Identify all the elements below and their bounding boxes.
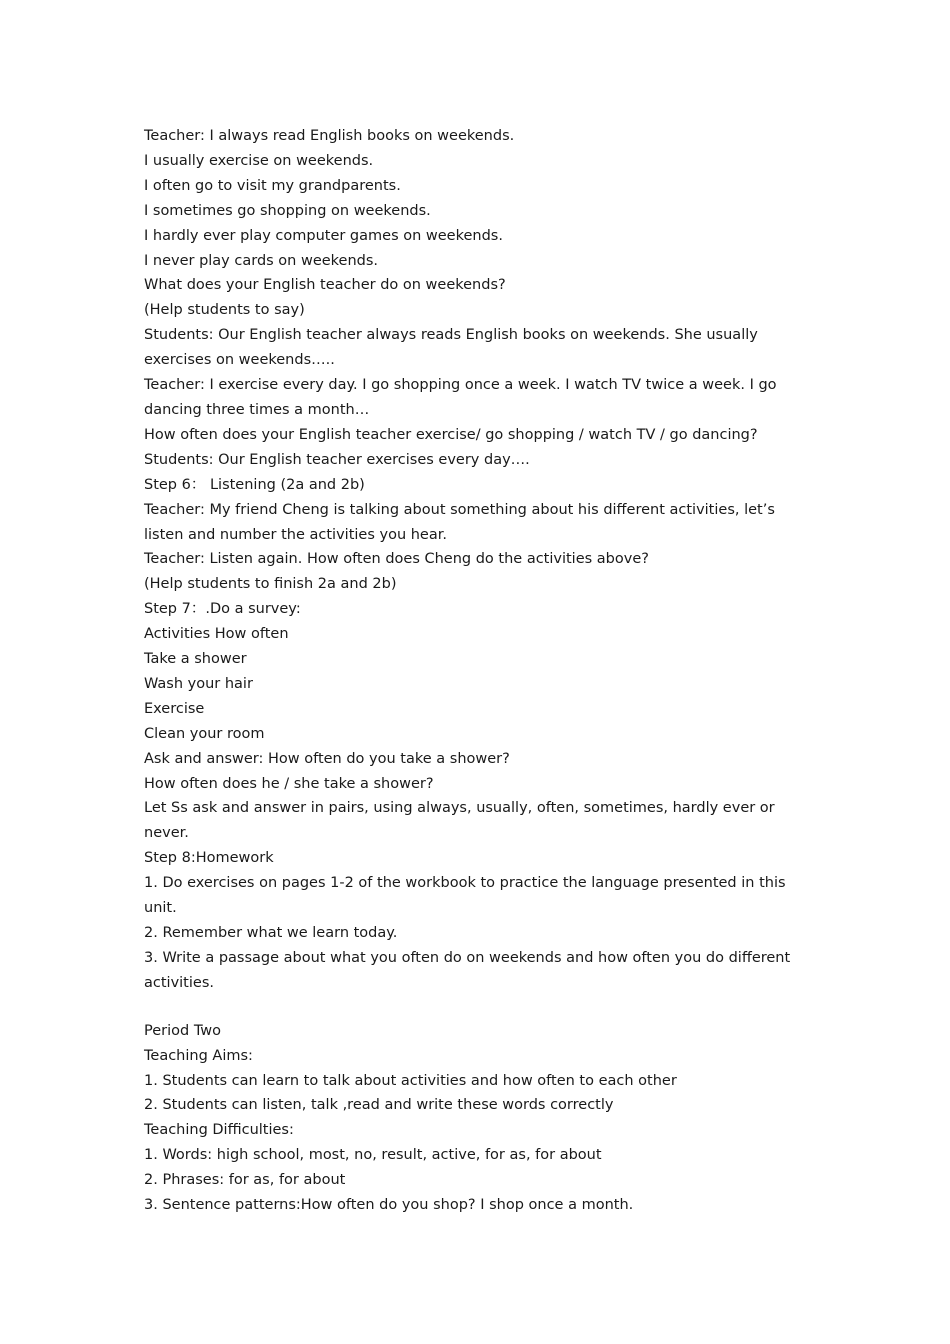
difficulty-item: 1. Words: high school, most, no, result, active, for as, for about (144, 1147, 602, 1164)
survey-item: Exercise (144, 700, 205, 717)
lesson-steps-section (144, 124, 804, 996)
aim-item: 2. Students can listen, talk ,read and write these words correctly (144, 1097, 614, 1114)
step-heading: Step 6： Listening (2a and 2b) (144, 476, 365, 493)
period-two-section (144, 1019, 804, 1218)
survey-header: Activities How often (144, 626, 289, 643)
step-heading: Step 7：.Do a survey: (144, 601, 301, 618)
section-spacer (144, 996, 804, 1019)
survey-item: Wash your hair (144, 675, 253, 692)
homework-item: 3. Write a passage about what you often do on weekends and how often you do different activities. (144, 949, 791, 991)
difficulty-item: 3. Sentence patterns:How often do you shop? I shop once a month. (144, 1197, 634, 1214)
text-line: Teacher: I always read English books on weekends. (144, 128, 515, 144)
text-paragraph: Let Ss ask and answer in pairs, using always, usually, often, sometimes, hardly ever or never. (144, 800, 775, 842)
text-line: Ask and answer: How often do you take a shower? (144, 750, 510, 767)
subheading: Teaching Difficulties: (144, 1122, 294, 1139)
text-line: Teacher: Listen again. How often does Cheng do the activities above? (144, 551, 649, 568)
homework-item: 2. Remember what we learn today. (144, 925, 398, 941)
text-line: I sometimes go shopping on weekends. (144, 202, 431, 219)
text-line: (Help students to say) (144, 302, 305, 319)
step-heading: Step 8:Homework (144, 850, 274, 867)
text-line: (Help students to finish 2a and 2b) (144, 576, 397, 593)
text-line: I hardly ever play computer games on weekends. (144, 227, 503, 244)
aim-item: 1. Students can learn to talk about activities and how often to each other (144, 1072, 677, 1089)
survey-item: Take a shower (144, 651, 247, 668)
text-paragraph: Teacher: I exercise every day. I go shopping once a week. I watch TV twice a week. I go dancing three times a month… (144, 377, 777, 418)
text-line: I usually exercise on weekends. (144, 152, 374, 169)
text-line: What does your English teacher do on weekends? (144, 277, 506, 294)
text-paragraph: Students: Our English teacher always reads English books on weekends. She usually exercises on weekends….. (144, 327, 758, 369)
text-line: I never play cards on weekends. (144, 252, 379, 269)
difficulty-item: 2. Phrases: for as, for about (144, 1172, 346, 1189)
subheading: Teaching Aims: (144, 1047, 253, 1064)
survey-item: Clean your room (144, 725, 265, 742)
text-line: How often does he / she take a shower? (144, 775, 434, 792)
text-paragraph: Teacher: My friend Cheng is talking about something about his different activities, let’s listen and number the activities you hear. (144, 501, 775, 543)
text-line: Students: Our English teacher exercises every day…. (144, 451, 530, 468)
text-line: How often does your English teacher exercise/ go shopping / watch TV / go dancing? (144, 426, 758, 443)
period-heading: Period Two (144, 1022, 222, 1039)
homework-item: 1. Do exercises on pages 1-2 of the workbook to practice the language presented in this unit. (144, 875, 786, 917)
text-line: I often go to visit my grandparents. (144, 177, 401, 194)
document-body (144, 124, 804, 1218)
